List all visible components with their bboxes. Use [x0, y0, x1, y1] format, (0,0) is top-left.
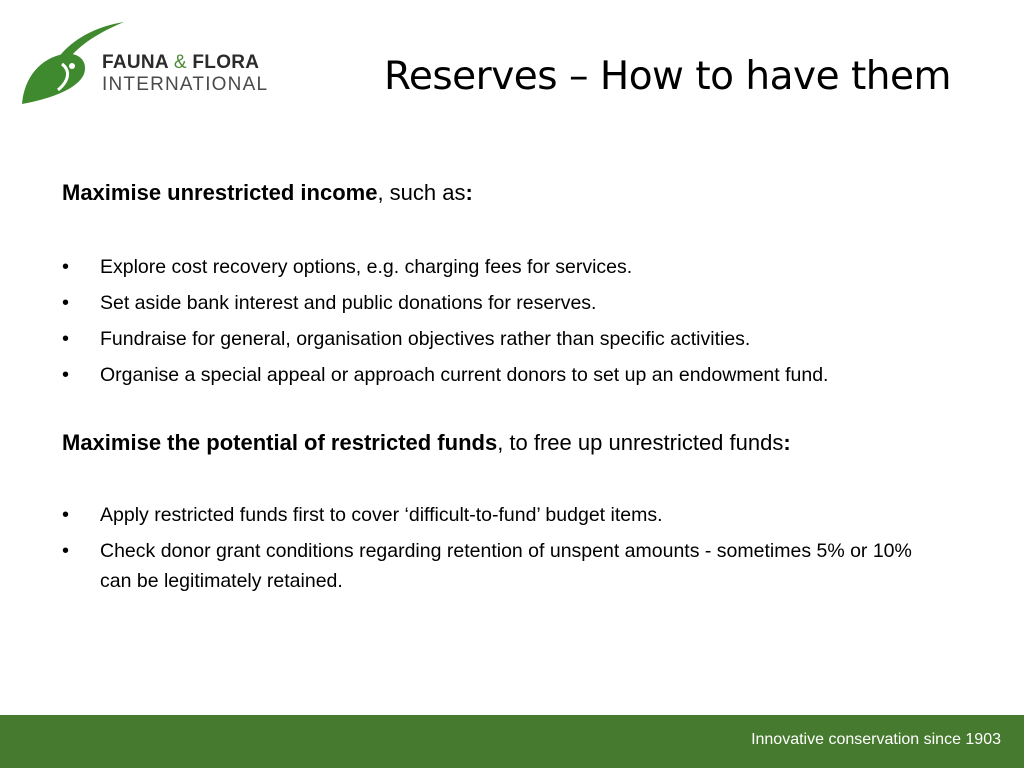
section-1-bullet-list — [62, 252, 942, 390]
bullet-item: • Explore cost recovery options, e.g. charging fees for services. — [62, 252, 942, 282]
section-2-bullet-list — [62, 500, 942, 596]
bullet-item: • Fundraise for general, organisation objectives rather than specific activities. — [62, 324, 942, 354]
section-1-heading — [62, 178, 942, 208]
logo-flora: FLORA — [186, 52, 260, 73]
logo-fauna: FAUNA — [102, 52, 174, 73]
logo-ampersand: & — [173, 52, 187, 73]
section-2-heading-bold: Maximise the potential of restricted funds — [62, 430, 498, 455]
slide-title: Reserves – How to have them — [384, 54, 951, 99]
bullet-item: • Organise a special appeal or approach current donors to set up an endowment fund. — [62, 360, 942, 390]
section-2-heading-rest: , to free up unrestricted funds — [497, 430, 784, 455]
section-1-heading-bold: Maximise unrestricted income — [62, 180, 378, 205]
footer-tagline: Innovative conservation since 1903 — [751, 731, 1001, 748]
logo-line-2: INTERNATIONAL — [102, 74, 269, 95]
logo-wordmark — [102, 52, 268, 96]
section-1-heading-colon: : — [465, 180, 473, 205]
slide-body — [62, 178, 942, 602]
footer-bar — [0, 715, 1024, 768]
section-2-heading — [62, 428, 942, 458]
section-2-heading-colon: : — [783, 430, 791, 455]
bullet-item: • Apply restricted funds first to cover ‘difficult-to-fund’ budget items. — [62, 500, 942, 530]
bullet-item: • Check donor grant conditions regarding retention of unspent amounts - sometimes 5% or 10% can be legitimately retained. — [62, 536, 942, 596]
bullet-item: • Set aside bank interest and public donations for reserves. — [62, 288, 942, 318]
logo-line-1 — [102, 52, 268, 74]
section-1-heading-rest: , such as — [377, 180, 466, 205]
organisation-logo — [18, 18, 278, 108]
